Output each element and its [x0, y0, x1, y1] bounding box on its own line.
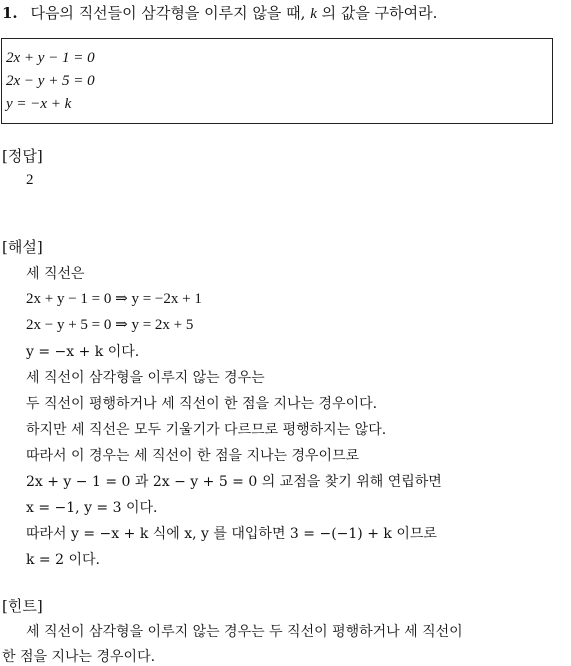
equation-1: 2x + y − 1 = 0: [6, 50, 95, 66]
solution-line-1: 세 직선은: [26, 266, 85, 282]
question-text-a: 다음의 직선들이 삼각형을 이루지 않을 때,: [30, 4, 306, 22]
answer-value: 2: [26, 172, 34, 188]
solution-line-12: k = 2 이다.: [26, 552, 100, 568]
question-text-b: 의 값을 구하여라.: [321, 4, 438, 22]
hint-label: [힌트]: [2, 597, 43, 615]
answer-label: [정답]: [2, 147, 43, 165]
solution-line-5: 세 직선이 삼각형을 이루지 않는 경우는: [26, 370, 265, 386]
hint-line-1: 세 직선이 삼각형을 이루지 않는 경우는 두 직선이 평행하거나 세 직선이: [26, 624, 463, 640]
solution-line-11: 따라서 y = −x + k 식에 x, y 를 대입하면 3 = −(−1) + k 이므로: [26, 526, 437, 542]
solution-line-6: 두 직선이 평행하거나 세 직선이 한 점을 지나는 경우이다.: [26, 396, 378, 412]
hint-line-2: 한 점을 지나는 경우이다.: [2, 649, 156, 665]
solution-line-9: 2x + y − 1 = 0 과 2x − y + 5 = 0 의 교점을 찾기 위해 연립하면: [26, 474, 442, 490]
solution-line-10: x = −1, y = 3 이다.: [26, 500, 158, 516]
question-variable: k: [310, 6, 317, 22]
solution-line-7: 하지만 세 직선은 모두 기울기가 다르므로 평행하지는 않다.: [26, 422, 387, 438]
solution-line-2: 2x + y − 1 = 0 ⇒ y = −2x + 1: [26, 291, 202, 307]
solution-label: [해설]: [2, 238, 43, 256]
solution-line-4: y = −x + k 이다.: [26, 344, 140, 360]
question: [2, 2, 437, 23]
solution-line-3: 2x − y + 5 = 0 ⇒ y = 2x + 5: [26, 317, 194, 333]
solution-line-8: 따라서 이 경우는 세 직선이 한 점을 지나는 경우이므로: [26, 448, 360, 464]
question-number: 1.: [2, 4, 18, 22]
equation-3: y = −x + k: [6, 96, 72, 112]
equation-2: 2x − y + 5 = 0: [6, 73, 95, 89]
